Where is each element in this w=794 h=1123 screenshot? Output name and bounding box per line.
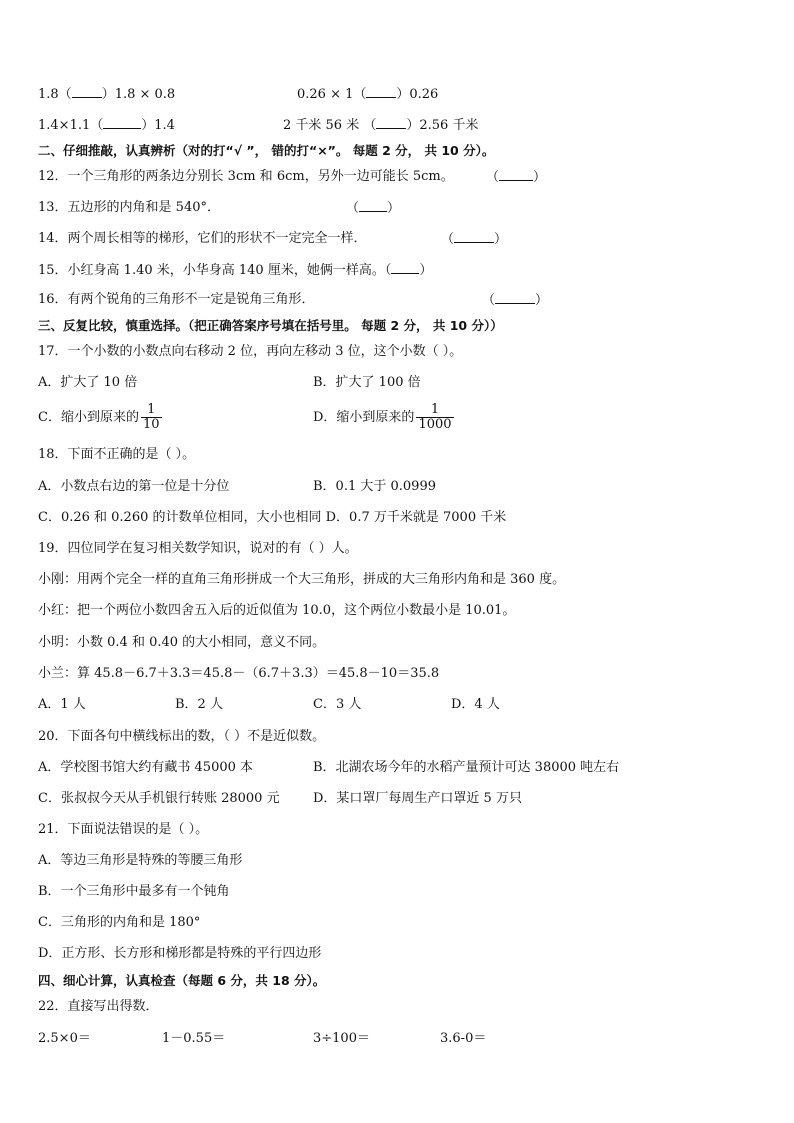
fraction-denominator: 1000 xyxy=(418,417,452,432)
question-16-answer xyxy=(482,291,548,310)
statement-xiaogang: 小刚：用两个完全一样的直角三角形拼成一个大三角形，拼成的大三角形内角和是 360 度。 xyxy=(38,572,566,587)
question-13-text: 13．五边形的内角和是 540°． xyxy=(38,200,220,215)
section-4-heading: 四、细心计算，认真检查（每题 6 分，共 18 分）。 xyxy=(38,973,326,988)
question-15 xyxy=(38,261,432,280)
statement-xiaolan: 小兰：算 45.8－6.7＋3.3＝45.8－（6.7＋3.3）＝45.8－10＝35.8 xyxy=(38,666,440,681)
statement-xiaohong: 小红：把一个两位小数四舍五入后的近似值为 10.0，这个两位小数最小是 10.01。 xyxy=(38,603,516,618)
option-18-a[interactable]: A．小数点右边的第一位是十分位 xyxy=(38,479,230,494)
option-21-c[interactable]: C．三角形的内角和是 180° xyxy=(38,915,201,930)
compare-item-4 xyxy=(283,116,478,135)
question-19: 19．四位同学在复习相关数学知识，说对的有（ ）人。 xyxy=(38,541,358,556)
option-19-a[interactable]: A．1 人 xyxy=(38,697,86,712)
paren-close: ） xyxy=(419,263,433,278)
option-18-cd[interactable]: C．0.26 和 0.260 的计数单位相同，大小也相同 D．0.7 万千米就是 7000 千米 xyxy=(38,510,507,525)
compare-item-2-right: ）0.26 xyxy=(396,87,439,102)
question-20: 20．下面各句中横线标出的数，（ ）不是近似数。 xyxy=(38,729,326,744)
fraction-one-thousandth xyxy=(416,403,453,432)
compare-item-1-left: 1.8（ xyxy=(38,87,72,102)
section-3-heading: 三、反复比较，慎重选择。（把正确答案序号填在括号里。 每题 2 分， 共 10 分）） xyxy=(38,318,503,333)
compare-item-3-right: ）1.4 xyxy=(141,118,175,133)
question-14 xyxy=(38,230,367,248)
option-18-b[interactable]: B．0.1 大于 0.0999 xyxy=(313,479,436,494)
fraction-denominator: 10 xyxy=(142,417,160,432)
option-21-a[interactable]: A．等边三角形是特殊的等腰三角形 xyxy=(38,853,243,868)
compare-item-1 xyxy=(38,85,175,104)
calc-item-2: 1－0.55＝ xyxy=(162,1031,226,1046)
compare-item-2 xyxy=(297,85,438,104)
fraction-numerator: 1 xyxy=(416,403,453,418)
question-14-text: 14．两个周长相等的梯形，它们的形状不一定完全一样． xyxy=(38,231,367,246)
option-20-a[interactable]: A．学校图书馆大约有藏书 45000 本 xyxy=(38,760,254,775)
answer-blank[interactable] xyxy=(376,116,406,129)
answer-blank[interactable] xyxy=(103,116,141,129)
question-18: 18．下面不正确的是（ ）。 xyxy=(38,447,196,462)
paren-open: （ xyxy=(486,170,500,185)
question-22: 22．直接写出得数． xyxy=(38,999,159,1014)
fraction-one-tenth xyxy=(141,403,162,432)
question-13 xyxy=(38,199,220,217)
option-19-c[interactable]: C．3 人 xyxy=(313,697,362,712)
option-17-a[interactable]: A．扩大了 10 倍 xyxy=(38,375,138,390)
paren-open: （ xyxy=(346,201,360,216)
question-16 xyxy=(38,291,315,309)
answer-blank[interactable] xyxy=(366,85,396,98)
option-19-d[interactable]: D．4 人 xyxy=(451,697,500,712)
compare-item-3 xyxy=(38,116,175,135)
calc-item-1: 2.5×0＝ xyxy=(38,1031,91,1046)
answer-blank[interactable] xyxy=(391,261,419,274)
paren-close: ） xyxy=(494,232,508,247)
question-14-answer xyxy=(441,230,507,249)
question-12 xyxy=(38,168,454,186)
section-2-heading: 二、仔细推敲，认真辨析（对的打“√ ”， 错的打“×”。 每题 2 分， 共 10 分）。 xyxy=(38,143,495,158)
paren-close: ） xyxy=(387,201,401,216)
question-17: 17．一个小数的小数点向右移动 2 位，再向左移动 3 位，这个小数（ ）。 xyxy=(38,344,463,359)
option-20-b[interactable]: B．北湖农场今年的水稻产量预计可达 38000 吨左右 xyxy=(313,760,620,775)
compare-item-4-right: ）2.56 千米 xyxy=(406,118,479,133)
option-17-b[interactable]: B．扩大了 100 倍 xyxy=(313,375,421,390)
option-17-d[interactable] xyxy=(313,402,454,434)
statement-xiaoming: 小明：小数 0.4 和 0.40 的大小相同，意义不同。 xyxy=(38,635,326,650)
fraction-numerator: 1 xyxy=(141,403,162,418)
option-17-c[interactable] xyxy=(38,402,162,434)
option-19-b[interactable]: B．2 人 xyxy=(175,697,223,712)
question-15-text: 15．小红身高 1.40 米，小华身高 140 厘米，她俩一样高。（ xyxy=(38,263,392,278)
paren-open: （ xyxy=(441,232,455,247)
option-20-d[interactable]: D．某口罩厂每周生产口罩近 5 万只 xyxy=(313,791,522,806)
option-17-c-text: C．缩小到原来的 xyxy=(38,410,139,425)
question-12-text: 12．一个三角形的两条边分别长 3cm 和 6cm，另外一边可能长 5cm。 xyxy=(38,169,454,184)
option-20-c[interactable]: C．张叔叔今天从手机银行转账 28000 元 xyxy=(38,791,280,806)
compare-item-4-left: 2 千米 56 米 （ xyxy=(283,118,377,133)
option-21-d[interactable]: D．正方形、长方形和梯形都是特殊的平行四边形 xyxy=(38,946,322,961)
answer-blank[interactable] xyxy=(72,85,102,98)
question-16-text: 16．有两个锐角的三角形不一定是锐角三角形． xyxy=(38,292,315,307)
answer-blank[interactable] xyxy=(495,291,535,304)
calc-item-4: 3.6-0＝ xyxy=(440,1031,487,1046)
answer-blank[interactable] xyxy=(454,230,494,243)
question-21: 21．下面说法错误的是（ ）。 xyxy=(38,822,209,837)
answer-blank[interactable] xyxy=(499,168,533,181)
compare-item-1-right: ）1.8 × 0.8 xyxy=(101,87,176,102)
answer-blank[interactable] xyxy=(359,199,387,212)
compare-item-3-left: 1.4×1.1（ xyxy=(38,118,104,133)
question-12-answer xyxy=(486,168,546,187)
paren-close: ） xyxy=(533,170,547,185)
calc-item-3: 3÷100＝ xyxy=(313,1031,370,1046)
compare-item-2-left: 0.26 × 1（ xyxy=(297,87,367,102)
option-21-b[interactable]: B．一个三角形中最多有一个钝角 xyxy=(38,884,230,899)
option-17-d-text: D．缩小到原来的 xyxy=(313,410,415,425)
paren-open: （ xyxy=(482,293,496,308)
question-13-answer xyxy=(346,199,400,218)
paren-close: ） xyxy=(535,293,549,308)
